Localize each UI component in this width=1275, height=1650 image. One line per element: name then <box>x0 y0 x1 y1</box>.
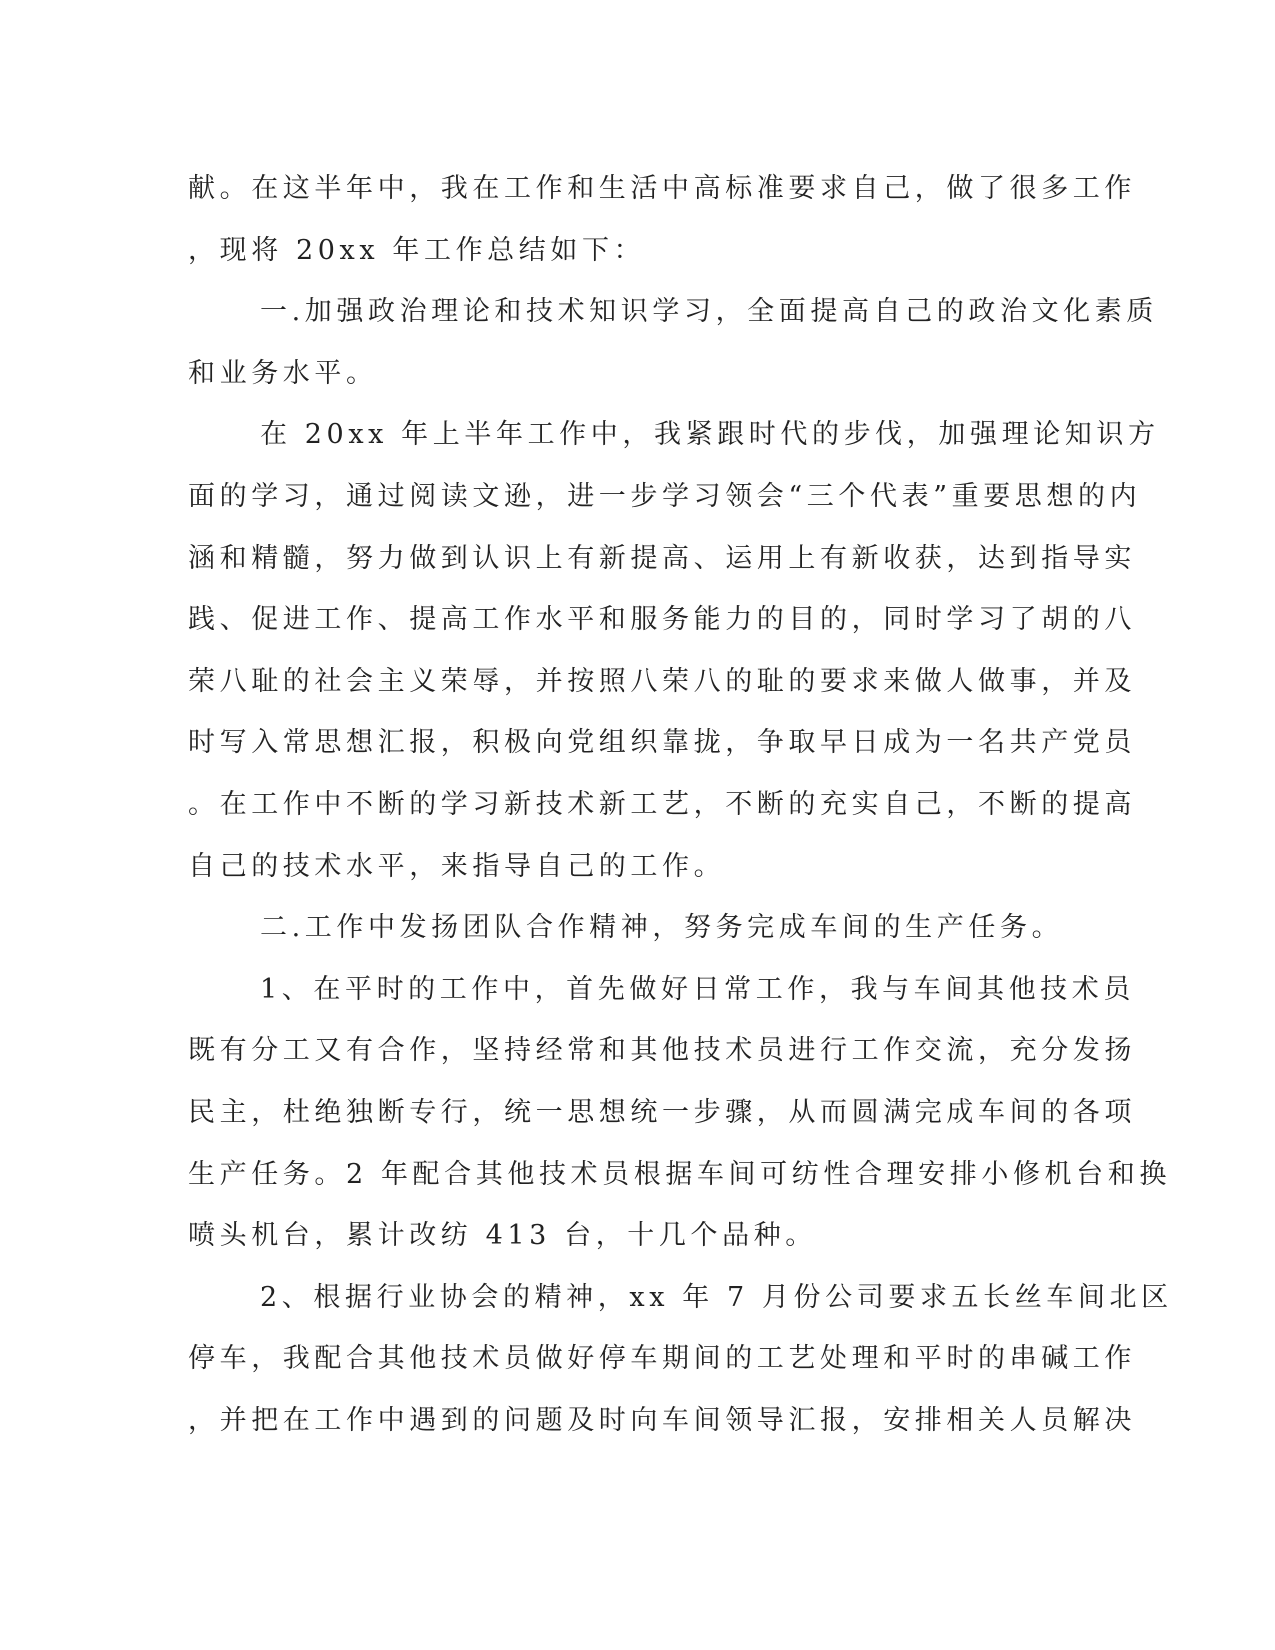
section-heading: 一.加强政治理论和技术知识学习，全面提高自己的政治文化素质 <box>260 296 1158 328</box>
paragraph-start: 在 20xx 年上半年工作中，我紧跟时代的步伐，加强理论知识方 <box>260 419 1160 451</box>
text-line: 既有分工又有合作，坚持经常和其他技术员进行工作交流，充分发扬 <box>188 1035 1136 1067</box>
text-line: 践、促进工作、提高工作水平和服务能力的目的，同时学习了胡的八 <box>188 604 1136 636</box>
document-body <box>188 158 1173 1451</box>
text-line: 停车，我配合其他技术员做好停车期间的工艺处理和平时的串碱工作 <box>188 1343 1136 1375</box>
paragraph-start: 2、根据行业协会的精神，xx 年 7 月份公司要求五长丝车间北区 <box>260 1281 1173 1313</box>
paragraph-start: 1、在平时的工作中，首先做好日常工作，我与车间其他技术员 <box>260 973 1135 1005</box>
text-line: 面的学习，通过阅读文逊，进一步学习领会“三个代表”重要思想的内 <box>188 480 1142 512</box>
section-heading: 二.工作中发扬团队合作精神，努务完成车间的生产任务。 <box>260 912 1064 944</box>
text-line: 民主，杜绝独断专行，统一思想统一步骤，从而圆满完成车间的各项 <box>188 1096 1136 1128</box>
text-line: 时写入常思想汇报，积极向党组织靠拢，争取早日成为一名共产党员 <box>188 727 1136 759</box>
text-line: 荣八耻的社会主义荣辱，并按照八荣八的耻的要求来做人做事，并及 <box>188 665 1136 697</box>
section-heading-continued: 和业务水平。 <box>188 357 378 389</box>
text-line: ，并把在工作中遇到的问题及时向车间领导汇报，安排相关人员解决 <box>188 1404 1136 1436</box>
text-line: ，现将 20xx 年工作总结如下： <box>188 234 646 266</box>
text-line: 喷头机台，累计改纺 413 台，十几个品种。 <box>188 1220 817 1252</box>
text-line: 。在工作中不断的学习新技术新工艺，不断的充实自己，不断的提高 <box>188 788 1136 820</box>
text-line: 自己的技术水平，来指导自己的工作。 <box>188 850 726 882</box>
text-line: 献。在这半年中，我在工作和生活中高标准要求自己，做了很多工作 <box>188 173 1136 204</box>
text-line: 涵和精髓，努力做到认识上有新提高、运用上有新收获，达到指导实 <box>188 542 1136 574</box>
text-line: 生产任务。2 年配合其他技术员根据车间可纺性合理安排小修机台和换 <box>188 1158 1171 1190</box>
